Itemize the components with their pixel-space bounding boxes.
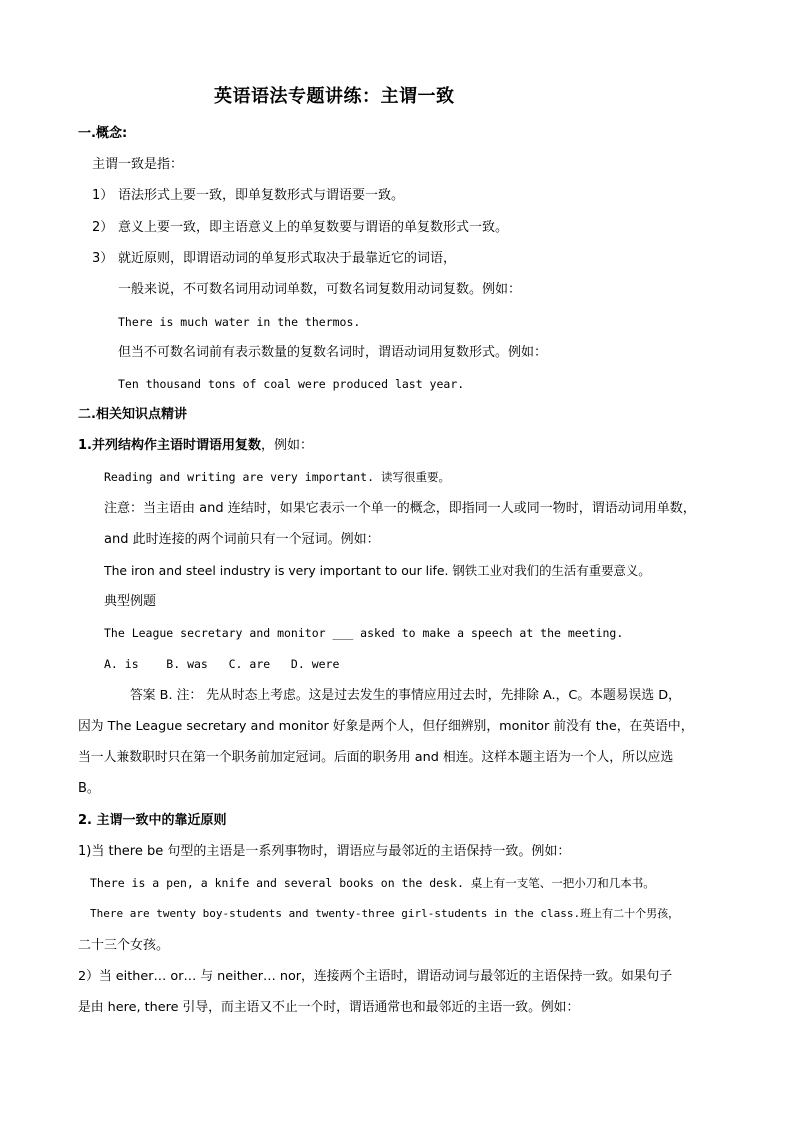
rule-1-title: 1.并列结构作主语时谓语用复数 bbox=[78, 438, 261, 453]
answer-options: A. is B. was C. are D. were bbox=[104, 657, 340, 671]
note-line: 注意：当主语由 and 连结时，如果它表示一个单一的概念，即指同一人或同一物时，谓语动词用单数， bbox=[104, 501, 696, 516]
list-item-text: 就近原则，即谓语动词的单复形式取决于最靠近它的词语， bbox=[118, 251, 457, 266]
example-sentence: There is much water in the thermos. bbox=[118, 315, 361, 329]
example-sentence: There are twenty boy-students and twenty-three girl-students in the class.班上有二十个男孩， bbox=[90, 907, 680, 920]
rule-2-point: 1)当 there be 句型的主语是一系列事物时，谓语应与最邻近的主语保持一致。例如： bbox=[78, 844, 571, 859]
list-item-text: 意义上要一致，即主语意义上的单复数要与谓语的单复数形式一致。 bbox=[118, 220, 509, 235]
example-sentence: There is a pen, a knife and several books on the desk. 桌上有一支笔、一把小刀和几本书。 bbox=[90, 876, 655, 890]
answer-explanation-line: B。 bbox=[78, 781, 100, 796]
list-item bbox=[92, 219, 508, 237]
example-sentence: Reading and writing are very important. 读写很重要。 bbox=[104, 470, 450, 484]
rule-1-heading bbox=[78, 437, 313, 455]
section-2-heading: 二.相关知识点精讲 bbox=[78, 407, 187, 422]
list-item-number: 2） bbox=[92, 220, 114, 235]
answer-explanation-line: 答案 B. 注： 先从时态上考虑。这是过去发生的事情应用过去时，先排除 A.，C。本题易误选 D， bbox=[130, 688, 681, 703]
answer-explanation-line: 当一人兼数职时只在第一个职务前加定冠词。后面的职务用 and 相连。这样本题主语为一个人，所以应选 bbox=[78, 750, 674, 765]
rule-2-heading: 2. 主谓一致中的靠近原则 bbox=[78, 813, 227, 828]
rule-2-point: 是由 here, there 引导，而主语又不止一个时，谓语通常也和最邻近的主语一致。例如： bbox=[78, 1000, 580, 1015]
example-sentence: Ten thousand tons of coal were produced last year. bbox=[118, 377, 465, 391]
question-text: The League secretary and monitor ___ asked to make a speech at the meeting. bbox=[104, 626, 624, 640]
rule-2-point: 2）当 either… or… 与 neither… nor，连接两个主语时，谓语动词与最邻近的主语保持一致。如果句子 bbox=[78, 969, 673, 984]
list-item bbox=[92, 250, 456, 268]
section-1-heading: 一.概念: bbox=[78, 126, 128, 141]
answer-explanation-line: 因为 The League secretary and monitor 好象是两个人，但仔细辨别，monitor 前没有 the，在英语中， bbox=[78, 719, 694, 734]
document-title: 英语语法专题讲练：主谓一致 bbox=[214, 86, 455, 107]
list-item-number: 3） bbox=[92, 251, 114, 266]
list-item-number: 1） bbox=[92, 188, 114, 203]
example-sentence: The iron and steel industry is very important to our life. 钢铁工业对我们的生活有重要意义。 bbox=[104, 563, 651, 578]
list-item bbox=[92, 187, 404, 205]
note-line: and 此时连接的两个词前只有一个冠词。例如： bbox=[104, 532, 380, 547]
note-line: 一般来说，不可数名词用动词单数，可数名词复数用动词复数。例如： bbox=[118, 282, 522, 297]
list-item-text: 语法形式上要一致，即单复数形式与谓语要一致。 bbox=[118, 188, 405, 203]
rule-1-suffix: ，例如： bbox=[260, 438, 313, 453]
section-1-intro: 主谓一致是指： bbox=[92, 157, 184, 172]
example-sentence: 二十三个女孩。 bbox=[78, 938, 170, 953]
typical-example-label: 典型例题 bbox=[104, 594, 157, 609]
note-line: 但当不可数名词前有表示数量的复数名词时，谓语动词用复数形式。例如： bbox=[118, 345, 548, 360]
